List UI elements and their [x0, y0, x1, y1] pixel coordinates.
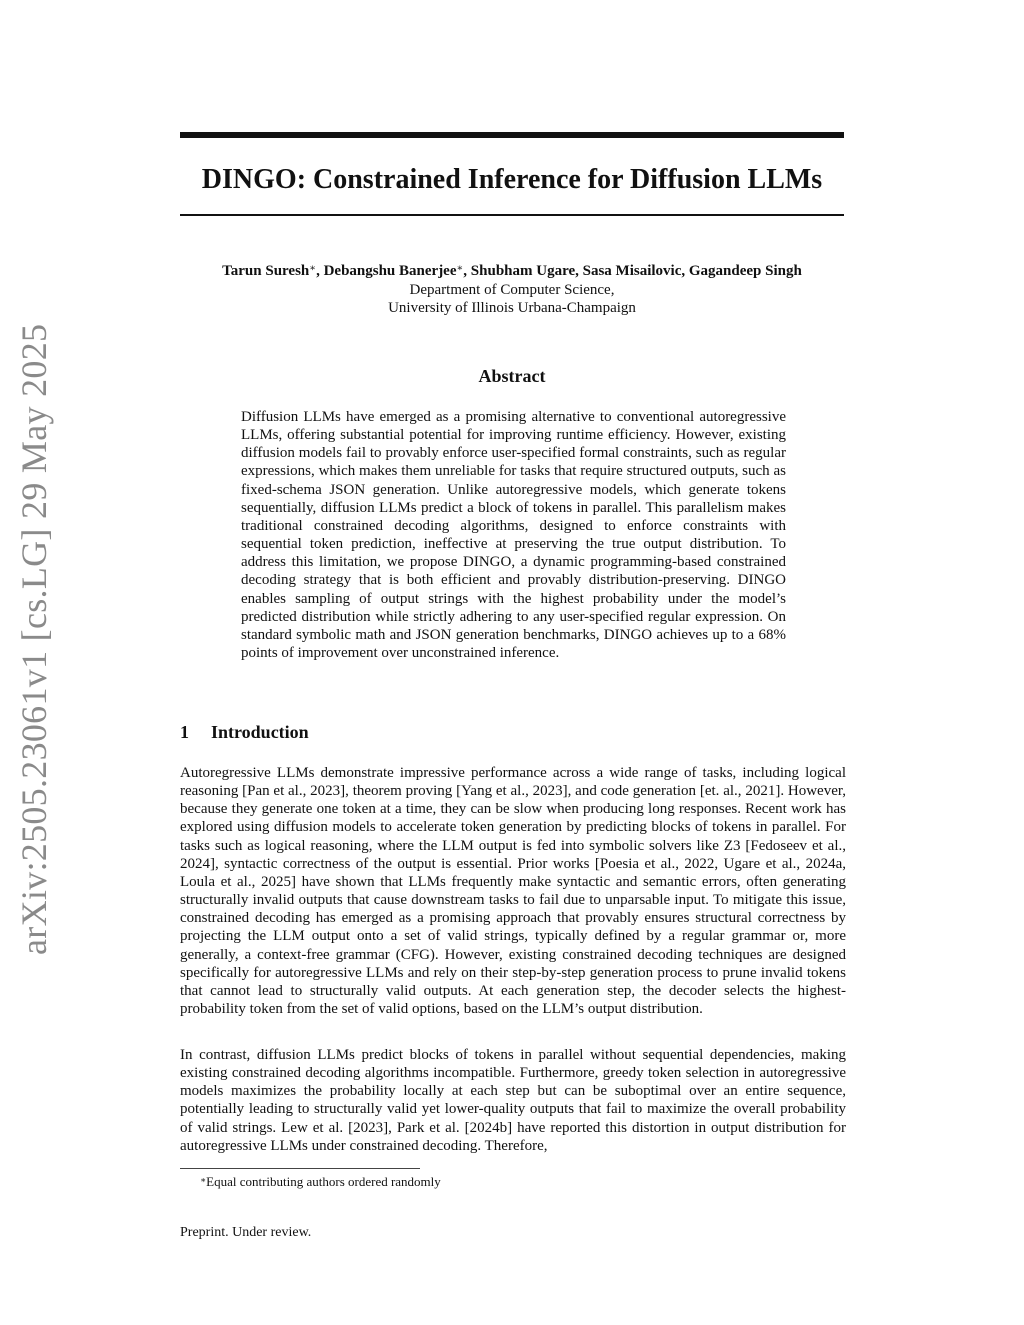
footnote-text: Equal contributing authors ordered randomly: [206, 1174, 441, 1189]
footnote: [200, 1174, 441, 1190]
author-list: [150, 262, 874, 281]
section-number: 1: [180, 722, 189, 742]
title-bottom-rule: [180, 214, 844, 216]
paper-title: DINGO: Constrained Inference for Diffusion LLMs: [201, 164, 823, 195]
footnote-rule: [180, 1168, 420, 1169]
section-title: Introduction: [211, 722, 309, 742]
title-top-rule: [180, 132, 844, 138]
equal-contribution-mark: ∗: [309, 263, 317, 274]
abstract-heading: Abstract: [478, 366, 546, 386]
section-heading-introduction: [180, 720, 309, 744]
affiliation-department: Department of Computer Science,: [409, 282, 615, 298]
preprint-notice: Preprint. Under review.: [180, 1225, 312, 1240]
abstract-text: Diffusion LLMs have emerged as a promising alternative to conventional autoregressive LLMs, offering substantial potential for improving runtime efficiency. However, existing diffusion models fail to provably enforce user-specified formal constraints, such as regular expressions, which makes them unreliable for tasks that require structured outputs, such as fixed-schema JSON generation. Unlike autoregressive models, which generate tokens sequentially, diffusion LLMs predict a block of tokens in parallel. This parallelism makes traditional constrained decoding algorithms, designed to enforce constraints with sequential token prediction, ineffective at preserving the true output distribution. To address this limitation, we propose DINGO, a dynamic programming-based constrained decoding strategy that is both efficient and provably distribution-preserving. DINGO enables sampling of output strings with the highest probability under the model’s predicted distribution while strictly adhering to any user-specified regular expression. On standard symbolic math and JSON generation benchmarks, DINGO achieves up to a 68% points of improvement over unconstrained inference.: [241, 409, 786, 662]
introduction-paragraph-2: In contrast, diffusion LLMs predict blocks of tokens in parallel without sequential dependencies, making existing constrained decoding algorithms incompatible. Furthermore, greedy token selection in autoregressive models maximizes the probability locally at each step but can be suboptimal over an entire sequence, potentially leading to structurally valid yet lower-quality outputs that fail to maximize the overall probability of valid strings. Lew et al. [2023], Park et al. [2024b] have reported this distortion in output distribution for autoregressive LLMs under constrained decoding. Therefore,: [180, 1047, 846, 1154]
author-name: Tarun Suresh: [222, 263, 310, 279]
author-name: , Debangshu Banerjee: [316, 263, 457, 279]
arxiv-identifier-stamp[interactable]: arXiv:2505.23061v1 [cs.LG] 29 May 2025: [14, 323, 54, 955]
affiliation-university: University of Illinois Urbana-Champaign: [388, 300, 636, 316]
equal-contribution-mark: ∗: [456, 263, 464, 274]
footnote-mark: ∗: [200, 1175, 207, 1185]
author-names-rest: , Shubham Ugare, Sasa Misailovic, Gagandeep Singh: [463, 263, 802, 279]
introduction-paragraph-1: Autoregressive LLMs demonstrate impressive performance across a wide range of tasks, including logical reasoning [Pan et al., 2023], theorem proving [Yang et al., 2023], and code generation [et. al., 2021]. However, because they generate one token at a time, they can be slow when producing long responses. Recent work has explored using diffusion models to accelerate token generation by predicting blocks of tokens in parallel. For tasks such as logical reasoning, where the LLM output is fed into symbolic solvers like Z3 [Fedoseev et al., 2024], syntactic correctness of the output is essential. Prior works [Poesia et al., 2022, Ugare et al., 2024a, Loula et al., 2025] have shown that LLMs frequently make syntactic and semantic errors, often generating structurally invalid outputs that cause downstream tasks to fail due to unparsable input. To mitigate this issue, constrained decoding has emerged as a promising approach that provably ensures structural correctness by projecting the LLM output onto a set of valid strings, typically defined by a regular grammar or, more generally, a context-free grammar (CFG). However, existing constrained decoding techniques are designed specifically for autoregressive LLMs and rely on their step-by-step generation process to prune invalid tokens that cannot lead to structurally valid outputs. At each generation step, the decoder selects the highest-probability token from the set of valid options, based on the LLM’s output distribution.: [180, 765, 846, 1018]
